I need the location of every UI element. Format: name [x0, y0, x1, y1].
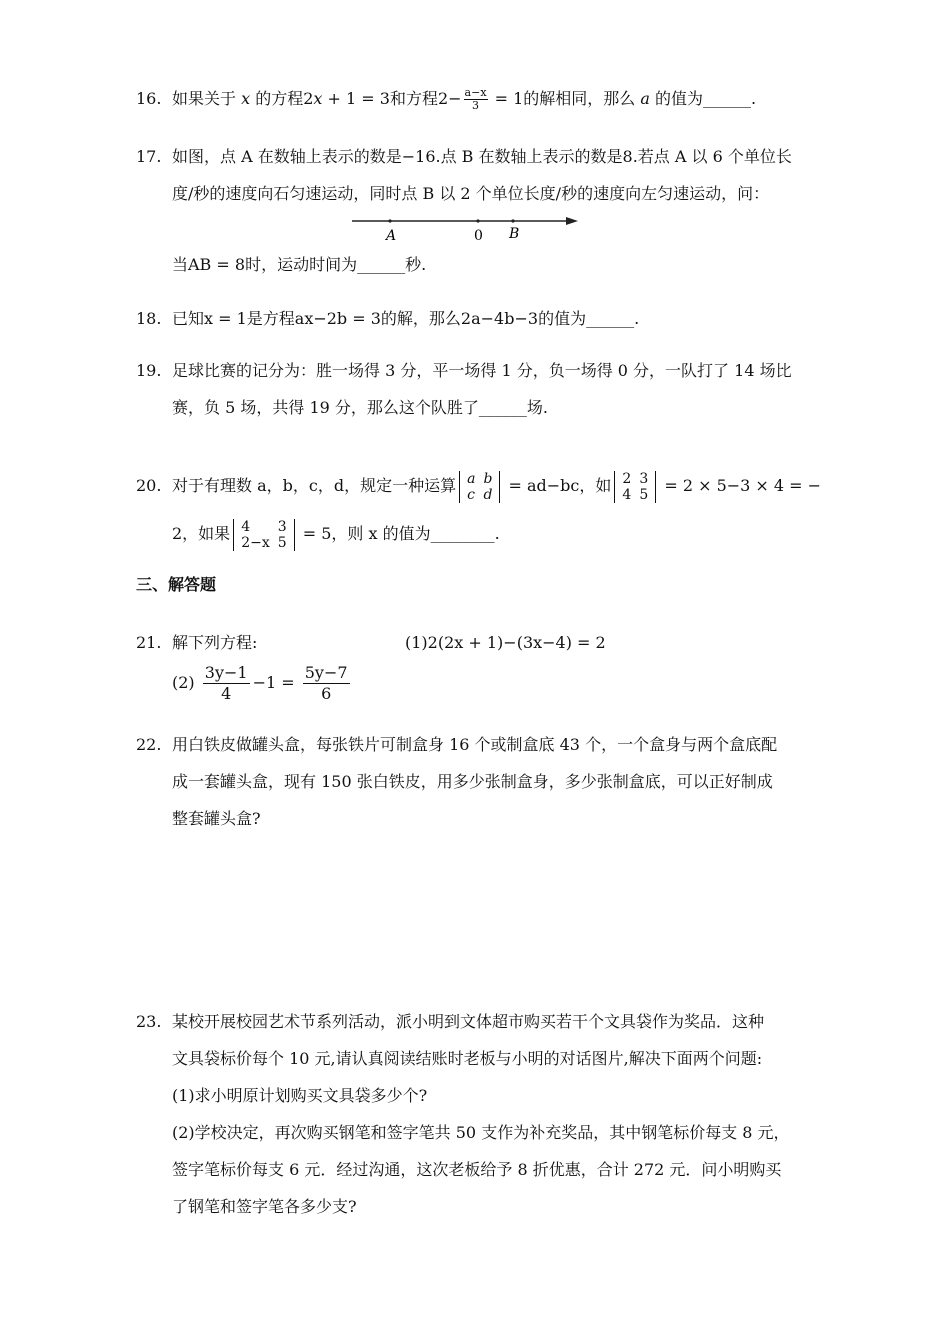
q21-lead: 解下列方程:	[172, 633, 258, 652]
q16-var-a: a	[640, 89, 650, 108]
q16-text-2: 的方程2	[250, 89, 314, 108]
det-cell: 4	[622, 486, 632, 503]
q23-line-1: 某校开展校园艺术节系列活动，派小明到文体超市购买若干个文具袋作为奖品．这种	[172, 1012, 765, 1031]
determinant-abcd	[459, 471, 500, 503]
question-23	[136, 1003, 816, 1225]
q20-text-4: 2，如果	[172, 524, 231, 543]
q18-text: 已知x = 1是方程ax−2b = 3的解，那么2a−4b−3的值为______.	[172, 309, 640, 328]
q16-fraction-denominator: 3	[472, 99, 480, 112]
q23-line-3: (1)求小明原计划购买文具袋多少个?	[172, 1086, 428, 1105]
label-b: B	[509, 226, 520, 242]
question-number: 21.	[136, 633, 162, 652]
q17-line-2: 度/秒的速度向石匀速运动，同时点 B 以 2 个单位长度/秒的速度向左匀速运动，问：	[172, 184, 770, 203]
section-title: 三、解答题	[136, 575, 217, 594]
q16-fraction	[464, 87, 488, 112]
det-cell: b	[483, 470, 493, 487]
origin-mark	[476, 219, 479, 222]
q22-line-1: 用白铁皮做罐头盒，每张铁片可制盒身 16 个或制盒底 43 个，一个盒身与两个盒底配	[172, 735, 778, 754]
det-cell: 2	[622, 470, 632, 487]
q22-line-2: 成一套罐头盒，现有 150 张白铁皮，用多少张制盒身，多少张制盒底，可以正好制成	[172, 772, 773, 791]
label-origin: 0	[474, 228, 483, 244]
q16-fraction-numerator: a−x	[464, 86, 487, 99]
point-b-mark	[511, 219, 514, 222]
det-cell: d	[483, 486, 493, 503]
question-number: 18.	[136, 309, 162, 328]
q16-text-3: + 1 = 3和方程2−	[322, 89, 462, 108]
q19-line-2: 赛，负 5 场，共得 19 分，那么这个队胜了______场.	[172, 398, 548, 417]
q16-var-x: x	[241, 89, 251, 108]
question-number: 17.	[136, 147, 162, 166]
determinant-example	[614, 471, 656, 503]
q21-equation-1: (1)2(2x + 1)−(3x−4) = 2	[405, 633, 606, 652]
q16-text-5: 的值为______.	[649, 89, 757, 108]
det-cell: 3	[277, 518, 287, 535]
label-a: A	[386, 228, 397, 244]
q21-fraction-left	[203, 663, 250, 704]
q21-eq2-label: (2)	[172, 673, 195, 692]
question-number: 22.	[136, 735, 162, 754]
q23-line-6: 了钢笔和签字笔各多少支?	[172, 1197, 357, 1216]
point-a-mark	[388, 219, 391, 222]
question-19	[136, 352, 816, 426]
q17-line-1: 如图，点 A 在数轴上表示的数是−16.点 B 在数轴上表示的数是8.若点 A 以 6 个单位长	[172, 147, 792, 166]
fraction-numerator: 3y−1	[204, 663, 248, 682]
det-cell: 2−x	[241, 534, 270, 551]
number-line-arrow	[566, 217, 578, 225]
question-number: 20.	[136, 476, 162, 495]
q17-line-3: 当AB = 8时，运动时间为______秒.	[172, 255, 427, 274]
determinant-unknown	[233, 519, 294, 551]
q21-fraction-right	[303, 663, 350, 704]
question-21	[136, 624, 816, 705]
q16-text-4: = 1的解相同，那么	[489, 89, 641, 108]
det-cell: a	[467, 470, 476, 487]
det-cell: 3	[639, 470, 649, 487]
number-line-figure	[350, 210, 580, 244]
q16-text-1: 如果关于	[172, 89, 242, 108]
det-cell: 5	[639, 486, 649, 503]
q20-text-2: = ad−bc，如	[503, 476, 612, 495]
q20-text-3: = 2 × 5−3 × 4 = −	[659, 476, 822, 495]
q21-eq2-mid: −1 =	[252, 673, 295, 692]
det-cell: c	[467, 486, 475, 503]
question-22	[136, 726, 816, 837]
q23-line-5: 签字笔标价每支 6 元．经过沟通，这次老板给予 8 折优惠，合计 272 元．问小明购买	[172, 1160, 782, 1179]
fraction-denominator: 6	[321, 684, 332, 703]
question-number: 16.	[136, 89, 162, 108]
fraction-numerator: 5y−7	[304, 663, 348, 682]
q23-line-2: 文具袋标价每个 10 元,请认真阅读结账时老板与小明的对话图片,解决下面两个问题:	[172, 1049, 763, 1068]
question-16	[136, 80, 816, 117]
q20-text-1: 对于有理数 a，b，c，d，规定一种运算	[172, 476, 457, 495]
question-18	[136, 300, 816, 337]
q23-line-4: (2)学校决定，再次购买钢笔和签字笔共 50 支作为补充奖品，其中钢笔标价每支 8 元，	[172, 1123, 790, 1142]
q19-line-1: 足球比赛的记分为：胜一场得 3 分，平一场得 1 分，负一场得 0 分，一队打了 14 场比	[172, 361, 792, 380]
fraction-denominator: 4	[221, 684, 232, 703]
question-number: 23.	[136, 1012, 162, 1031]
det-cell: 5	[277, 534, 287, 551]
q22-line-3: 整套罐头盒?	[172, 809, 261, 828]
question-number: 19.	[136, 361, 162, 380]
q16-var-x2: x	[313, 89, 323, 108]
q20-text-5: = 5，则 x 的值为________.	[297, 524, 500, 543]
question-20	[136, 462, 822, 558]
det-cell: 4	[241, 518, 251, 535]
